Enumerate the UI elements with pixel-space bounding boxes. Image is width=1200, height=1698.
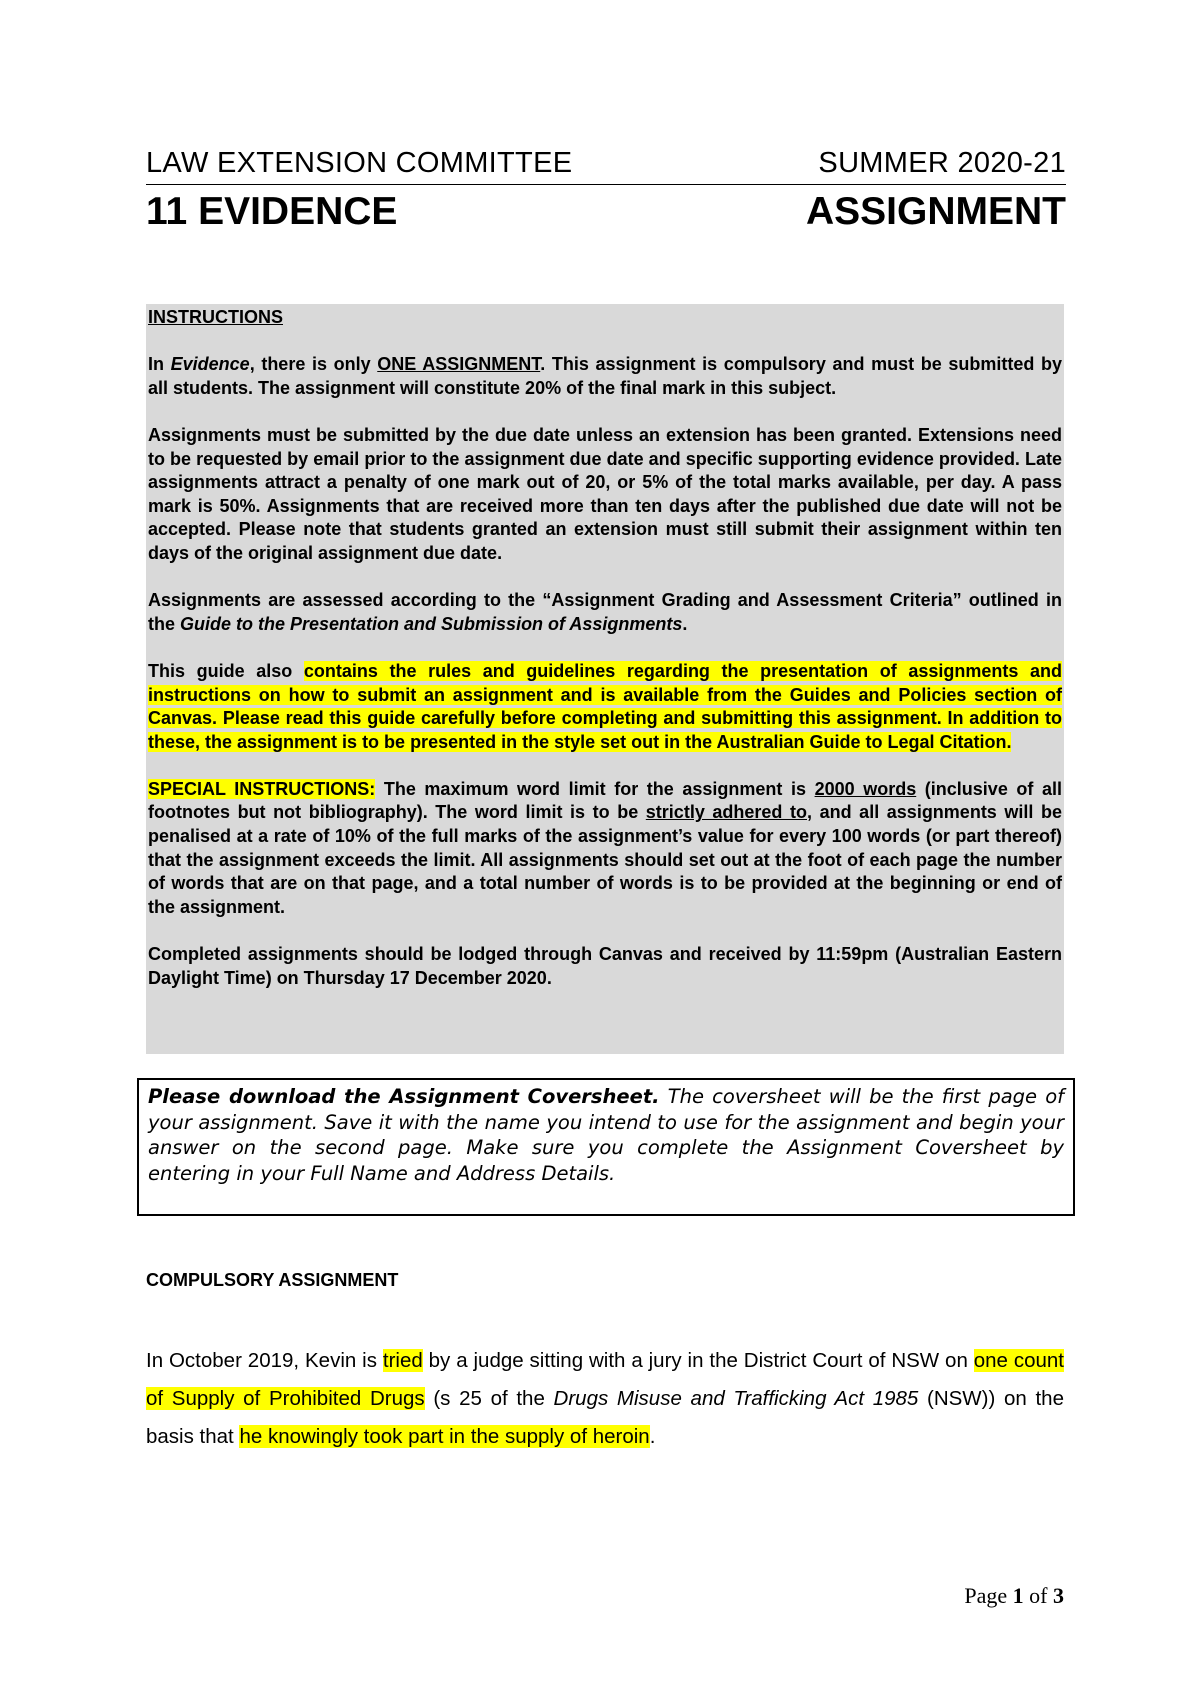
doc-type-title: ASSIGNMENT [805, 190, 1066, 233]
committee-name: LAW EXTENSION COMMITTEE [146, 147, 573, 179]
instructions-box [146, 304, 1064, 1054]
page-number-footer: Page 1 of 3 [964, 1583, 1064, 1608]
compulsory-assignment-heading: COMPULSORY ASSIGNMENT [146, 1270, 399, 1290]
instructions-paragraph-2: Assignments must be submitted by the due date unless an extension has been granted. Extensions need to be requested by email prior to the assignment due date and specific supporting evidence provided. Late assignments attract a penalty of one mark out of 20, or 5% of the total marks available, per day. A pass mark is 50%. Assignments that are received more than ten days after the published due date will not be accepted. Please note that students granted an extension must still submit their assignment within ten days of the original assignment due date. [148, 424, 1062, 563]
term-label: SUMMER 2020-21 [818, 147, 1066, 179]
header-row-top [146, 146, 1066, 185]
coversheet-notice-text: The coversheet will be the first page of your assignment. Save it with the name you intend to use for the assignment and begin your answer on the second page. Make sure you complete the Assignment Coversheet by entering in your Full Name and Address Details. [148, 1085, 1065, 1185]
submission-deadline: Completed assignments should be lodged through Canvas and received by 11:59pm (Australian Eastern Daylight Time) on Thursday 17 December 2020. [148, 944, 1062, 988]
coversheet-notice-box [137, 1078, 1075, 1216]
subject-title: 11 EVIDENCE [146, 190, 398, 233]
instructions-paragraph-4: This guide also contains the rules and guidelines regarding the presentation of assignments and instructions on how to submit an assignment and is available from the Guides and Policies section of Canvas. Please read this guide carefully before completing and submitting this assignment. In addition to these, the assignment is to be presented in the style set out in the Australian Guide to Legal Citation. [148, 660, 1062, 752]
coversheet-notice-bold: Please download the Assignment Coversheet. [148, 1085, 660, 1108]
instructions-paragraph-1: In Evidence, there is only ONE ASSIGNMENT. This assignment is compulsory and must be submitted by all students. The assignment will constitute 20% of the final mark in this subject. [148, 354, 1062, 398]
assignment-facts-paragraph: In October 2019, Kevin is tried by a judge sitting with a jury in the District Court of NSW on one count of Supply of Prohibited Drugs (s 25 of the Drugs Misuse and Trafficking Act 1985 (NSW)) on the basis that he knowingly took part in the supply of heroin. [146, 1349, 1064, 1448]
instructions-paragraph-3: Assignments are assessed according to the “Assignment Grading and Assessment Criteria” outlined in the Guide to the Presentation and Submission of Assignments. [148, 590, 1062, 634]
current-page: 1 [1012, 1583, 1024, 1608]
special-instructions: SPECIAL INSTRUCTIONS: The maximum word limit for the assignment is 2000 words (inclusive of all footnotes but not bibliography). The word limit is to be strictly adhered to, and all assignments will be penalised at a rate of 10% of the full marks of the assignment’s value for every 100 words (or part thereof) that the assignment exceeds the limit. All assignments should set out at the foot of each page the number of words that are on that page, and a total number of words is to be provided at the beginning or end of the assignment. [148, 778, 1062, 917]
instructions-heading: INSTRUCTIONS [148, 307, 283, 327]
total-pages: 3 [1053, 1583, 1064, 1608]
header-row-bottom [146, 186, 1066, 236]
